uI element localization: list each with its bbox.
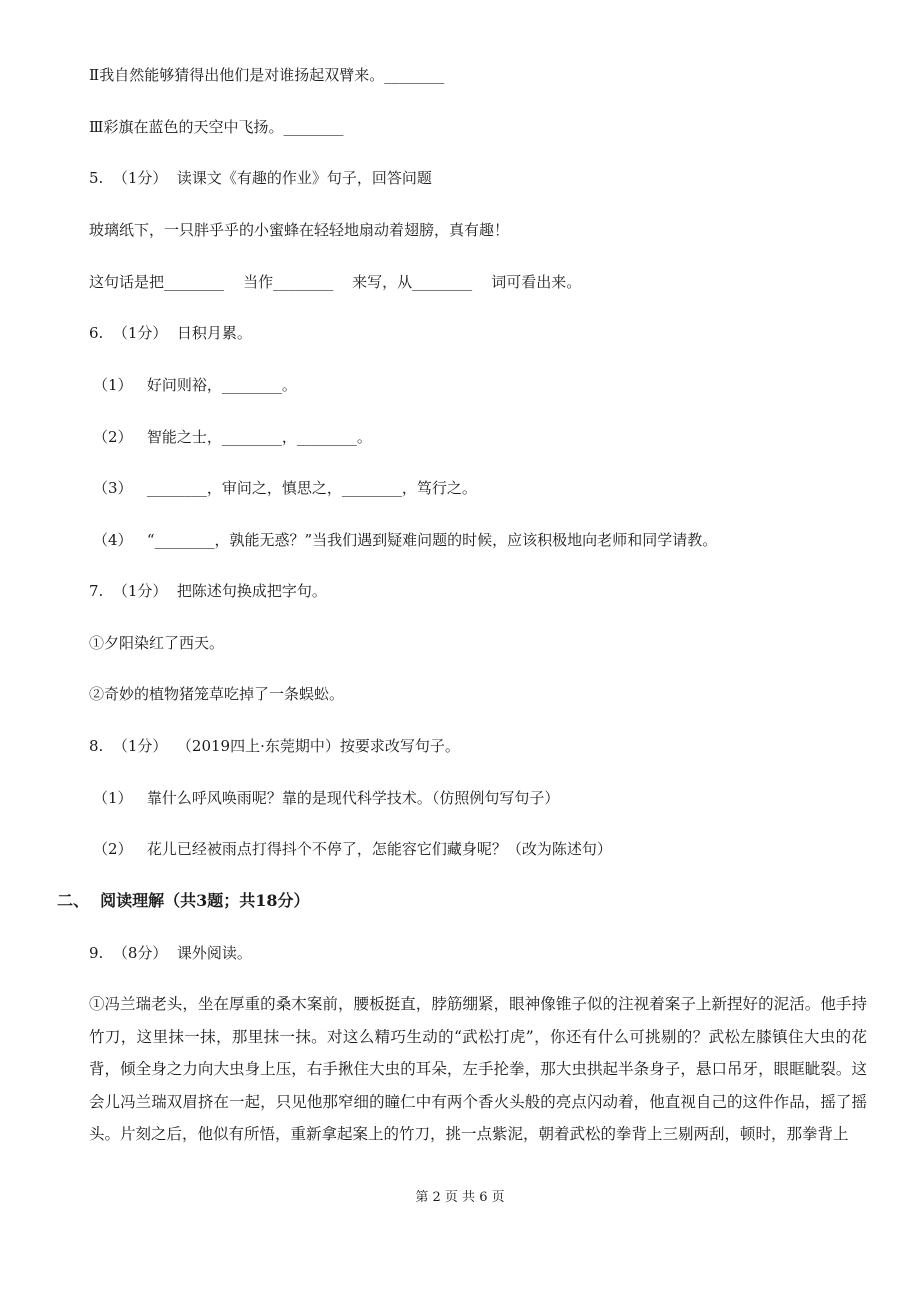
- question-9-title: 9. （8分） 课外阅读。: [89, 944, 252, 962]
- question-6-item-1: （1） 好问则裕，________。: [93, 376, 297, 394]
- question-7-item-1: ①夕阳染红了西天。: [89, 634, 225, 652]
- line-roman-3: Ⅲ彩旗在蓝色的天空中飞扬。________: [89, 118, 344, 136]
- question-6-item-3: （3） ________，审问之，慎思之，________，笃行之。: [93, 479, 477, 497]
- page-footer: 第 2 页 共 6 页: [415, 1190, 505, 1205]
- question-5-fill: 这句话是把________ 当作________ 来写，从________ 词可看出来。: [89, 273, 582, 291]
- line-roman-2: Ⅱ我自然能够猜得出他们是对谁扬起双臂来。________: [89, 66, 445, 84]
- question-5-title: 5. （1分） 读课文《有趣的作业》句子，回答问题: [89, 169, 432, 187]
- question-5-sentence: 玻璃纸下，一只胖乎乎的小蜜蜂在轻轻地扇动着翅膀，真有趣！: [89, 221, 510, 239]
- reading-passage: ①冯兰瑞老头，坐在厚重的桑木案前，腰板挺直，脖筋绷紧，眼神像锥子似的注视着案子上新捏好的泥活。他手持竹刀，这里抹一抹，那里抹一抹。对这么精巧生动的“武松打虎”，你还有什么可挑剔的？武松左膝镇住大虫的花背，倾全身之力向大虫身上压，右手揪住大虫的耳朵，左手抡拳，那大虫拱起半条身子，悬口吊牙，眼眶眦裂。这会儿冯兰瑞双眉挤在一起，只见他那窄细的瞳仁中有两个香火头般的亮点闪动着，他直视自己的这件作品，摇了摇头。片刻之后，他似有所悟，重新拿起案上的竹刀，挑一点紫泥，朝着武松的拳背上三剔两刮，顿时，那拳背上: [89, 995, 867, 1143]
- question-7-item-2: ②奇妙的植物猪笼草吃掉了一条蜈蚣。: [89, 685, 345, 703]
- question-8-item-1: （1） 靠什么呼风唤雨呢？靠的是现代科学技术。（仿照例句写句子）: [93, 789, 560, 807]
- question-8-item-2: （2） 花儿已经被雨点打得抖个不停了，怎能容它们藏身呢？（改为陈述句）: [93, 840, 612, 858]
- question-6-item-2: （2） 智能之士，________，________。: [93, 428, 372, 446]
- section-heading: 二、 阅读理解（共3题；共18分）: [57, 891, 310, 910]
- question-7-title: 7. （1分） 把陈述句换成把字句。: [89, 582, 327, 600]
- question-6-item-4: （4） “________，孰能无惑？”当我们遇到疑难问题的时候，应该积极地向老师和同学请教。: [93, 531, 718, 549]
- question-8-title: 8. （1分） （2019四上·东莞期中）按要求改写句子。: [89, 737, 460, 755]
- question-6-title: 6. （1分） 日积月累。: [89, 324, 252, 342]
